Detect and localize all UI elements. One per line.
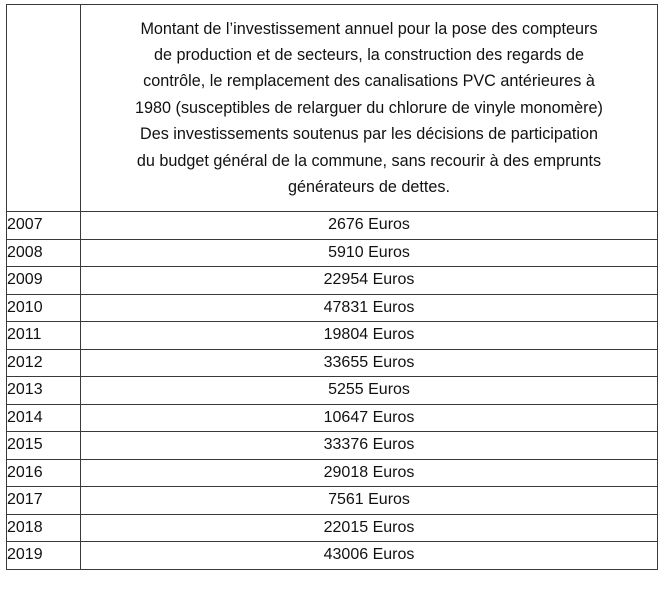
- table-row: [7, 294, 658, 322]
- year-cell: 2013: [7, 377, 81, 405]
- amount-cell: 43006 Euros: [81, 542, 658, 570]
- table-row: [7, 349, 658, 377]
- amount-cell: 5255 Euros: [81, 377, 658, 405]
- header-description-cell: [81, 5, 658, 212]
- amount-cell: 7561 Euros: [81, 487, 658, 515]
- amount-cell: 47831 Euros: [81, 294, 658, 322]
- amount-cell: 22954 Euros: [81, 267, 658, 295]
- year-cell: 2007: [7, 212, 81, 240]
- table-row: [7, 487, 658, 515]
- amount-cell: 2676 Euros: [81, 212, 658, 240]
- amount-cell: 29018 Euros: [81, 459, 658, 487]
- year-cell: 2017: [7, 487, 81, 515]
- header-line: 1980 (susceptibles de relarguer du chlorure de vinyle monomère): [135, 98, 603, 117]
- table-row: [7, 212, 658, 240]
- amount-cell: 10647 Euros: [81, 404, 658, 432]
- header-line: du budget général de la commune, sans recourir à des emprunts: [136, 151, 602, 170]
- header-line: Montant de l’investissement annuel pour la pose des compteurs: [140, 19, 598, 38]
- header-line: contrôle, le remplacement des canalisations PVC antérieures à: [143, 72, 595, 91]
- year-cell: 2008: [7, 239, 81, 267]
- year-cell: 2019: [7, 542, 81, 570]
- year-cell: 2014: [7, 404, 81, 432]
- year-cell: 2010: [7, 294, 81, 322]
- amount-cell: 22015 Euros: [81, 514, 658, 542]
- amount-cell: 19804 Euros: [81, 322, 658, 350]
- table-row: [7, 267, 658, 295]
- table-row: [7, 459, 658, 487]
- year-cell: 2016: [7, 459, 81, 487]
- table-row: [7, 322, 658, 350]
- header-row: [7, 5, 658, 212]
- table-row: [7, 514, 658, 542]
- table-row: [7, 377, 658, 405]
- header-empty-cell: [7, 5, 81, 212]
- table-row: [7, 542, 658, 570]
- table-row: [7, 432, 658, 460]
- year-cell: 2015: [7, 432, 81, 460]
- table-body: [7, 5, 658, 570]
- year-cell: 2012: [7, 349, 81, 377]
- year-cell: 2009: [7, 267, 81, 295]
- investment-table: [6, 4, 658, 570]
- table-row: [7, 239, 658, 267]
- table-row: [7, 404, 658, 432]
- amount-cell: 5910 Euros: [81, 239, 658, 267]
- year-cell: 2018: [7, 514, 81, 542]
- header-line: de production et de secteurs, la construction des regards de: [153, 45, 585, 64]
- header-line: Des investissements soutenus par les décisions de participation: [140, 125, 598, 144]
- amount-cell: 33376 Euros: [81, 432, 658, 460]
- header-line: générateurs de dettes.: [288, 178, 450, 197]
- year-cell: 2011: [7, 322, 81, 350]
- amount-cell: 33655 Euros: [81, 349, 658, 377]
